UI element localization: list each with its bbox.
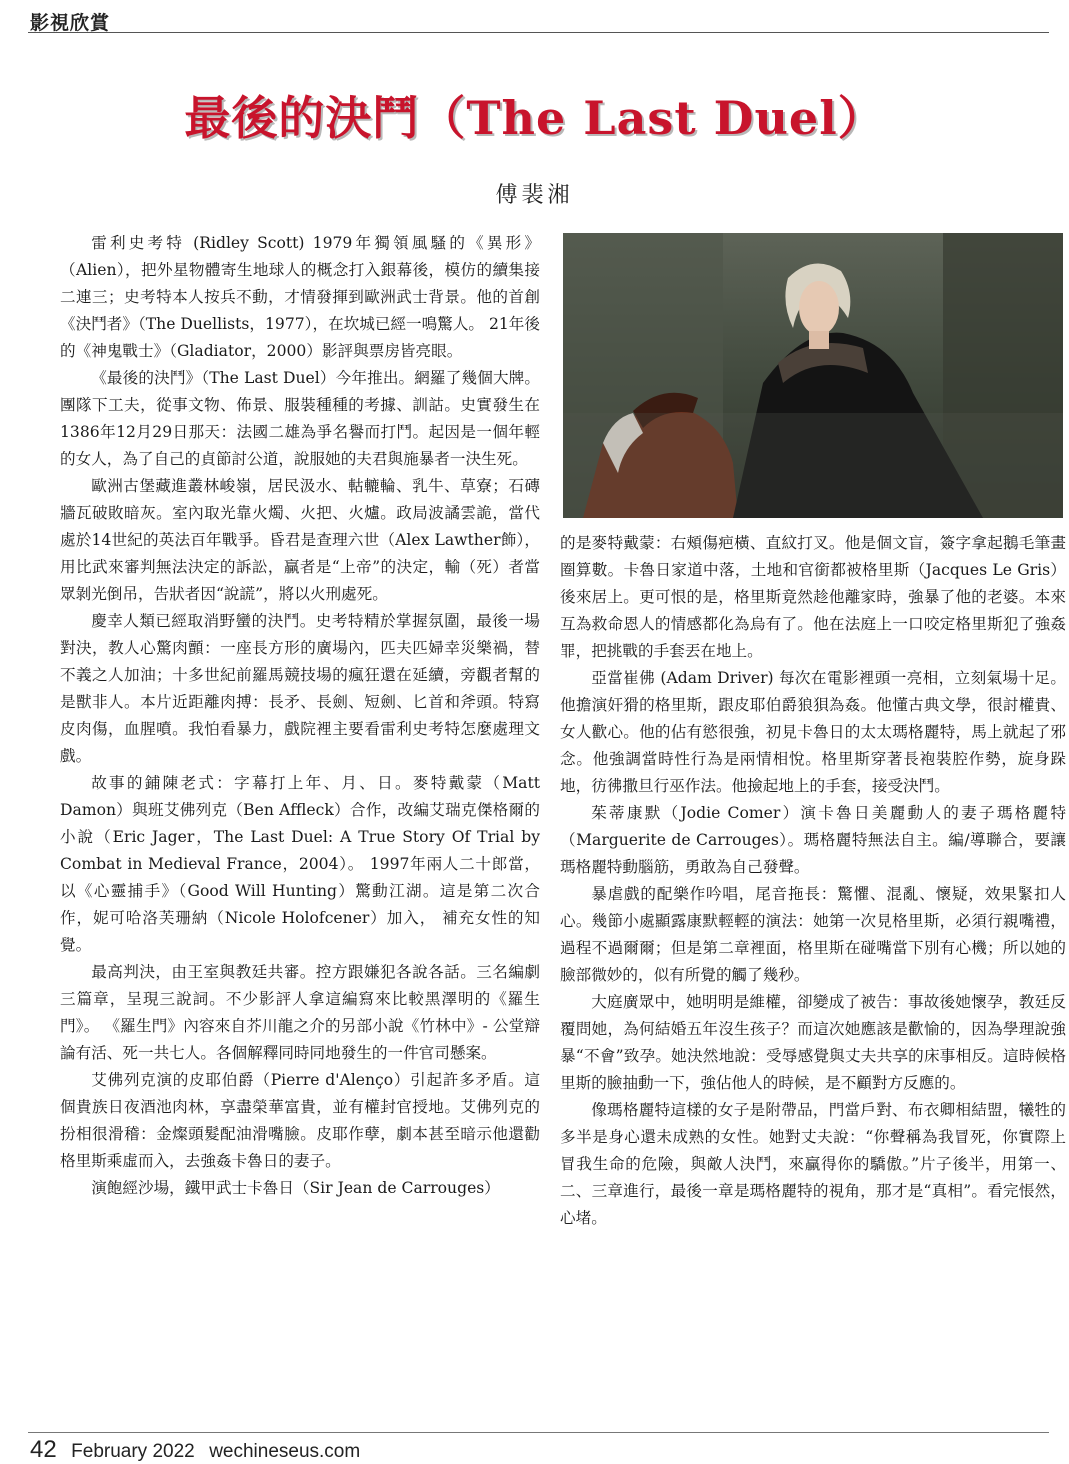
paragraph: 歐洲古堡藏進叢林峻嶺，居民汲水、軲轆輪、乳牛、草寮；石磚牆瓦破敗暗灰。室內取光靠火燭、火把、火爐。政局波譎雲詭，當代處於14世紀的英法百年戰爭。昏君是查理六世（Alex Lawther飾），用比武來審判無法決定的訴訟，贏者是“上帝”的決定，輸（死）者當眾剝光倒吊，告狀者因“說謊”，將以火刑處死。 [60,477,540,603]
page-footer [30,1436,370,1464]
film-still-photo [563,233,1063,518]
left-column [60,230,540,1202]
section-label: 影視欣賞 [30,12,111,34]
article-title: 最後的決鬥（The Last Duel） [184,91,885,145]
paragraph: 大庭廣眾中，她明明是維權，卻變成了被告：事故後她懷孕，教廷反覆問她，為何結婚五年沒生孩子？而這次她應該是歡愉的，因為學理說強暴“不會”致孕。她決然地說：受辱感覺與丈夫共享的床事相反。這時候格里斯的臉抽動一下，強佔他人的時候，是不顧對方反應的。 [560,993,1066,1092]
website: wechineseus.com [209,1441,361,1462]
page-number: 42 [30,1436,57,1463]
paragraph: 演飽經沙場，鐵甲武士卡魯日（Sir Jean de Carrouges） [91,1179,500,1197]
paragraph: 亞當崔佛 (Adam Driver) 每次在電影裡頭一亮相，立刻氣場十足。他擔演奸猾的格里斯，跟皮耶伯爵狼狽為姦。他懂古典文學，很討權貴、女人歡心。他的佔有慾很強，初見卡魯日的太太瑪格麗特，馬上就起了邪念。他強調當時性行為是兩情相悅。格里斯穿著長袍裝腔作勢，旋身跺地，彷彿撒旦行巫作法。他撿起地上的手套，接受決鬥。 [560,669,1066,795]
article-author: 傅裴湘 [495,183,574,208]
film-still-illustration [563,233,1063,518]
paragraph: 慶幸人類已經取消野蠻的決鬥。史考特精於掌握氛圍，最後一場對決，教人心驚肉顫：一座長方形的廣場內，匹夫匹婦幸災樂禍，替不義之人加油；十多世紀前羅馬競技場的瘋狂還在延續，旁觀者幫的是獸非人。本片近距離肉搏：長矛、長劍、短劍、匕首和斧頭。特寫皮肉傷，血腥噴。我怕看暴力，戲院裡主要看雷利史考特怎麼處理文戲。 [60,612,540,765]
paragraph: 艾佛列克演的皮耶伯爵（Pierre d'Alenço）引起許多矛盾。這個貴族日夜酒池肉林，享盡榮華富貴，並有權封官授地。艾佛列克的扮相很滑稽：金燦頭髮配油滑嘴臉。皮耶作孽，劇本甚至暗示他還勸格里斯乘虛而入，去強姦卡魯日的妻子。 [60,1071,540,1170]
right-column [560,530,1066,1232]
paragraph: 像瑪格麗特這樣的女子是附帶品，門當戶對、布衣卿相結盟，犧牲的多半是身心還未成熟的女性。她對丈夫說：“你聲稱為我冒死，你實際上冒我生命的危險，與敵人決鬥，來贏得你的驕傲。”片子後半，用第一、二、三章進行，最後一章是瑪格麗特的視角，那才是“真相”。看完悵然，心堵。 [560,1101,1066,1227]
footer-divider [28,1432,1049,1433]
issue-date: February 2022 [71,1441,195,1462]
paragraph: 《最後的決鬥》（The Last Duel）今年推出。網羅了幾個大牌。團隊下工夫，從事文物、佈景、服裝種種的考據、訓詁。史實發生在1386年12月29日那天：法國二雄為爭名譽而打鬥。起因是一個年輕的女人，為了自己的貞節討公道，說服她的夫君與施暴者一決生死。 [60,369,540,468]
paragraph: 暴虐戲的配樂作吟唱，尾音拖長：驚懼、混亂、懷疑，效果緊扣人心。幾節小處顯露康默輕輕的演法：她第一次見格里斯，必須行親嘴禮，過程不過爾爾；但是第二章裡面，格里斯在碰嘴當下別有心機；所以她的臉部微妙的，似有所覺的觸了幾秒。 [560,885,1066,984]
paragraph: 故事的鋪陳老式：字幕打上年、月、日。麥特戴蒙（Matt Damon）與班艾佛列克（Ben Affleck）合作，改編艾瑞克傑格爾的小說（Eric Jager，The Last Duel: A True Story Of Trial by Combat in Medieval France，2004）。 1997年兩人二十郎當，以《心靈捕手》（Good Will Hunting）驚動江湖。這是第二次合作，妮可哈洛芙珊納（Nicole Holofcener）加入， 補充女性的知覺。 [60,774,540,954]
paragraph: 最高判決，由王室與教廷共審。控方跟嫌犯各說各話。三名編劇三篇章，呈現三說詞。不少影評人拿這編寫來比較黑澤明的《羅生門》。 《羅生門》內容來自芥川龍之介的另部小說《竹林中》- 公堂辯論有活、死一共七人。各個解釋同時同地發生的一件官司懸案。 [60,963,540,1062]
header-divider [28,32,1049,33]
paragraph: 的是麥特戴蒙：右頰傷疤橫、直紋打叉。他是個文盲，簽字拿起鵝毛筆畫圈算數。卡魯日家道中落，土地和官銜都被格里斯（Jacques Le Gris）後來居上。更可恨的是，格里斯竟然趁他離家時，強暴了他的老婆。本來互為救命恩人的情感都化為烏有了。他在法庭上一口咬定格里斯犯了強姦罪，把挑戰的手套丟在地上。 [560,534,1066,660]
paragraph: 雷利史考特 (Ridley Scott) 1979年獨領風騷的《異形》（Alien），把外星物體寄生地球人的概念打入銀幕後，模仿的續集接二連三；史考特本人按兵不動，才情發揮到歐洲武士背景。他的首創《決鬥者》（The Duellists，1977），在坎城已經一鳴驚人。 21年後的《神鬼戰士》（Gladiator，2000）影評與票房皆亮眼。 [60,234,540,360]
paragraph: 茱蒂康默（Jodie Comer）演卡魯日美麗動人的妻子瑪格麗特（Marguerite de Carrouges）。瑪格麗特無法自主。編/導聯合，要讓瑪格麗特動腦筋，勇敢為自己發聲。 [560,804,1066,876]
